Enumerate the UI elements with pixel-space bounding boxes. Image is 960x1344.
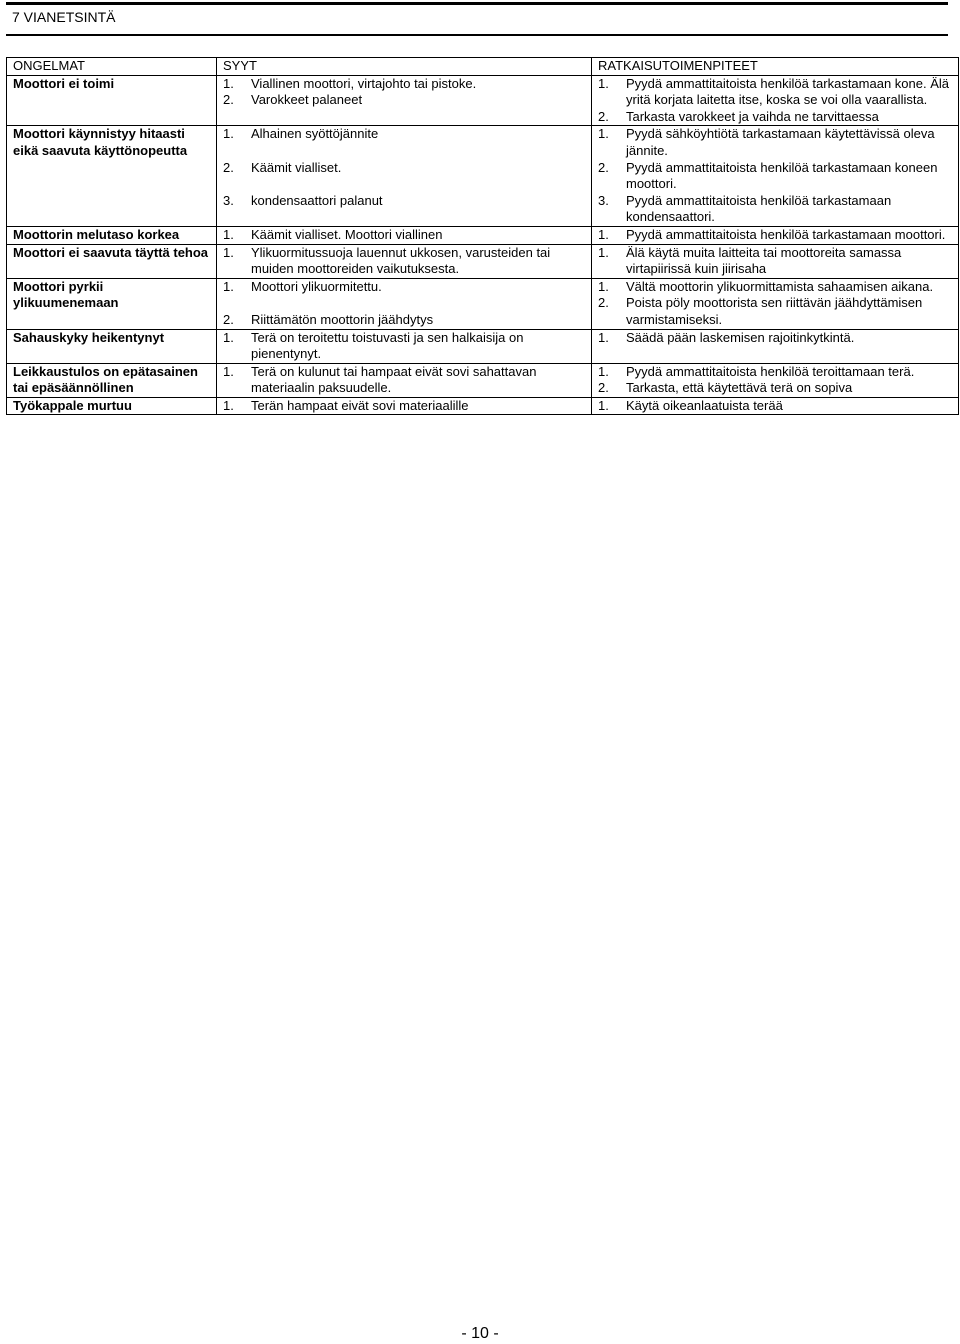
solution-item [598, 330, 954, 347]
item-text: Pyydä ammattitaitoista henkilöä tarkastamaan kone. Älä yritä korjata laitetta itse, koska se voi olla vaarallista. [626, 75, 950, 108]
cause-item [223, 364, 587, 397]
cause-item [223, 76, 587, 93]
title-underline [6, 34, 948, 36]
item-text: Älä käytä muita laitteita tai moottoreita samassa virtapiirissä kuin jiirisaha [626, 244, 902, 277]
item-text: Terän hampaat eivät sovi materiaalille [251, 397, 469, 413]
item-text: Riittämätön moottorin jäähdytys [251, 311, 434, 327]
item-text: Pyydä ammattitaitoista henkilöä tarkastamaan koneen moottori. [626, 159, 938, 192]
item-text: Ylikuormitussuoja lauennut ukkosen, varusteiden tai muiden moottoreiden vaikutuksesta. [251, 244, 551, 277]
item-number: 1. [598, 397, 609, 413]
solution-item [598, 76, 954, 109]
problem-cell: Moottori pyrkii ylikuumenemaan [7, 278, 217, 329]
item-number: 1. [598, 329, 609, 345]
top-rule [6, 2, 948, 5]
header-solutions: RATKAISUTOIMENPITEET [592, 58, 959, 76]
cause-cell [217, 329, 592, 363]
item-number: 1. [223, 363, 234, 379]
table-row [7, 397, 959, 415]
item-number: 1. [598, 126, 609, 142]
cause-item [223, 126, 587, 143]
item-text: Tarkasta varokkeet ja vaihda ne tarvittaessa [626, 108, 879, 124]
item-number: 1. [598, 363, 609, 379]
cause-item [223, 160, 587, 177]
item-number: 2. [223, 159, 234, 175]
table-row [7, 329, 959, 363]
cause-item [223, 330, 587, 363]
solution-item [598, 160, 954, 193]
header-problems: ONGELMAT [7, 58, 217, 76]
solution-cell [592, 226, 959, 244]
page-number: - 10 - [461, 1325, 499, 1342]
solution-item [598, 109, 954, 126]
item-text: Terä on teroitettu toistuvasti ja sen halkaisija on pienentynyt. [251, 329, 524, 362]
table-row [7, 363, 959, 397]
solution-cell [592, 126, 959, 227]
item-text: Viallinen moottori, virtajohto tai pistoke. [251, 75, 477, 91]
item-number: 2. [223, 92, 234, 108]
table-header-row [7, 58, 959, 76]
table-row [7, 226, 959, 244]
item-number: 1. [598, 278, 609, 294]
table-row [7, 278, 959, 329]
solution-item [598, 364, 954, 381]
cause-item [223, 245, 587, 278]
table-row [7, 126, 959, 227]
item-text: Pyydä ammattitaitoista henkilöä tarkastamaan kondensaattori. [626, 192, 892, 225]
item-text: Käytä oikeanlaatuista terää [626, 397, 783, 413]
problem-cell: Moottorin melutaso korkea [7, 226, 217, 244]
item-text: Säädä pään laskemisen rajoitinkytkintä. [626, 329, 855, 345]
solution-cell [592, 363, 959, 397]
cause-cell [217, 226, 592, 244]
item-text: Käämit vialliset. [251, 159, 342, 175]
item-text: Varokkeet palaneet [251, 92, 363, 108]
item-number: 1. [223, 329, 234, 345]
item-number: 1. [223, 226, 234, 242]
item-number: 1. [223, 244, 234, 260]
solution-item [598, 126, 954, 159]
table-row [7, 75, 959, 126]
section-title: 7 VIANETSINTÄ [12, 9, 116, 25]
item-number: 1. [223, 75, 234, 91]
solution-item [598, 227, 954, 244]
solution-cell [592, 329, 959, 363]
item-number: 2. [223, 311, 234, 327]
solution-item [598, 245, 954, 278]
item-text: Poista pöly moottorista sen riittävän jäähdyttämisen varmistamiseksi. [626, 295, 923, 327]
cause-cell [217, 126, 592, 227]
cause-item [223, 279, 587, 296]
item-number: 1. [223, 126, 234, 142]
item-text: Pyydä sähköyhtiötä tarkastamaan käytettävissä oleva jännite. [626, 126, 935, 158]
cause-item [223, 227, 587, 244]
item-number: 2. [598, 380, 609, 396]
item-number: 2. [598, 108, 609, 124]
solution-item [598, 398, 954, 415]
item-number: 3. [223, 192, 234, 208]
solution-cell [592, 75, 959, 126]
problem-cell: Moottori käynnistyy hitaasti eikä saavuta käyttönopeutta [7, 126, 217, 227]
problem-cell: Moottori ei toimi [7, 75, 217, 126]
item-text: Moottori ylikuormitettu. [251, 278, 382, 294]
troubleshooting-table [6, 57, 959, 415]
problem-cell: Työkappale murtuu [7, 397, 217, 415]
solution-item [598, 193, 954, 226]
solution-item [598, 295, 954, 328]
cause-cell [217, 75, 592, 126]
item-text: Alhainen syöttöjännite [251, 126, 379, 142]
table-row [7, 244, 959, 278]
item-text: Käämit vialliset. Moottori viallinen [251, 226, 443, 242]
item-number: 1. [598, 75, 609, 91]
item-number: 2. [598, 159, 609, 175]
header-causes: SYYT [217, 58, 592, 76]
cause-item [223, 398, 587, 415]
solution-cell [592, 278, 959, 329]
cause-item [223, 312, 587, 329]
cause-cell [217, 244, 592, 278]
item-number: 1. [598, 226, 609, 242]
problem-cell: Sahauskyky heikentynyt [7, 329, 217, 363]
problem-cell: Moottori ei saavuta täyttä tehoa [7, 244, 217, 278]
solution-cell [592, 244, 959, 278]
solution-item [598, 380, 954, 397]
item-number: 1. [223, 397, 234, 413]
item-text: Pyydä ammattitaitoista henkilöä teroittamaan terä. [626, 363, 915, 379]
item-number: 2. [598, 295, 609, 311]
item-text: Terä on kulunut tai hampaat eivät sovi sahattavan materiaalin paksuudelle. [251, 363, 537, 396]
problem-cell: Leikkaustulos on epätasainen tai epäsäännöllinen [7, 363, 217, 397]
cause-cell [217, 363, 592, 397]
item-number: 3. [598, 192, 609, 208]
cause-item [223, 193, 587, 210]
solution-cell [592, 397, 959, 415]
cause-cell [217, 278, 592, 329]
item-number: 1. [598, 244, 609, 260]
solution-item [598, 279, 954, 296]
item-number: 1. [223, 278, 234, 294]
item-text: kondensaattori palanut [251, 192, 383, 208]
item-text: Vältä moottorin ylikuormittamista sahaamisen aikana. [626, 278, 934, 294]
item-text: Pyydä ammattitaitoista henkilöä tarkastamaan moottori. [626, 226, 946, 242]
cause-cell [217, 397, 592, 415]
cause-item [223, 92, 587, 109]
item-text: Tarkasta, että käytettävä terä on sopiva [626, 380, 853, 396]
